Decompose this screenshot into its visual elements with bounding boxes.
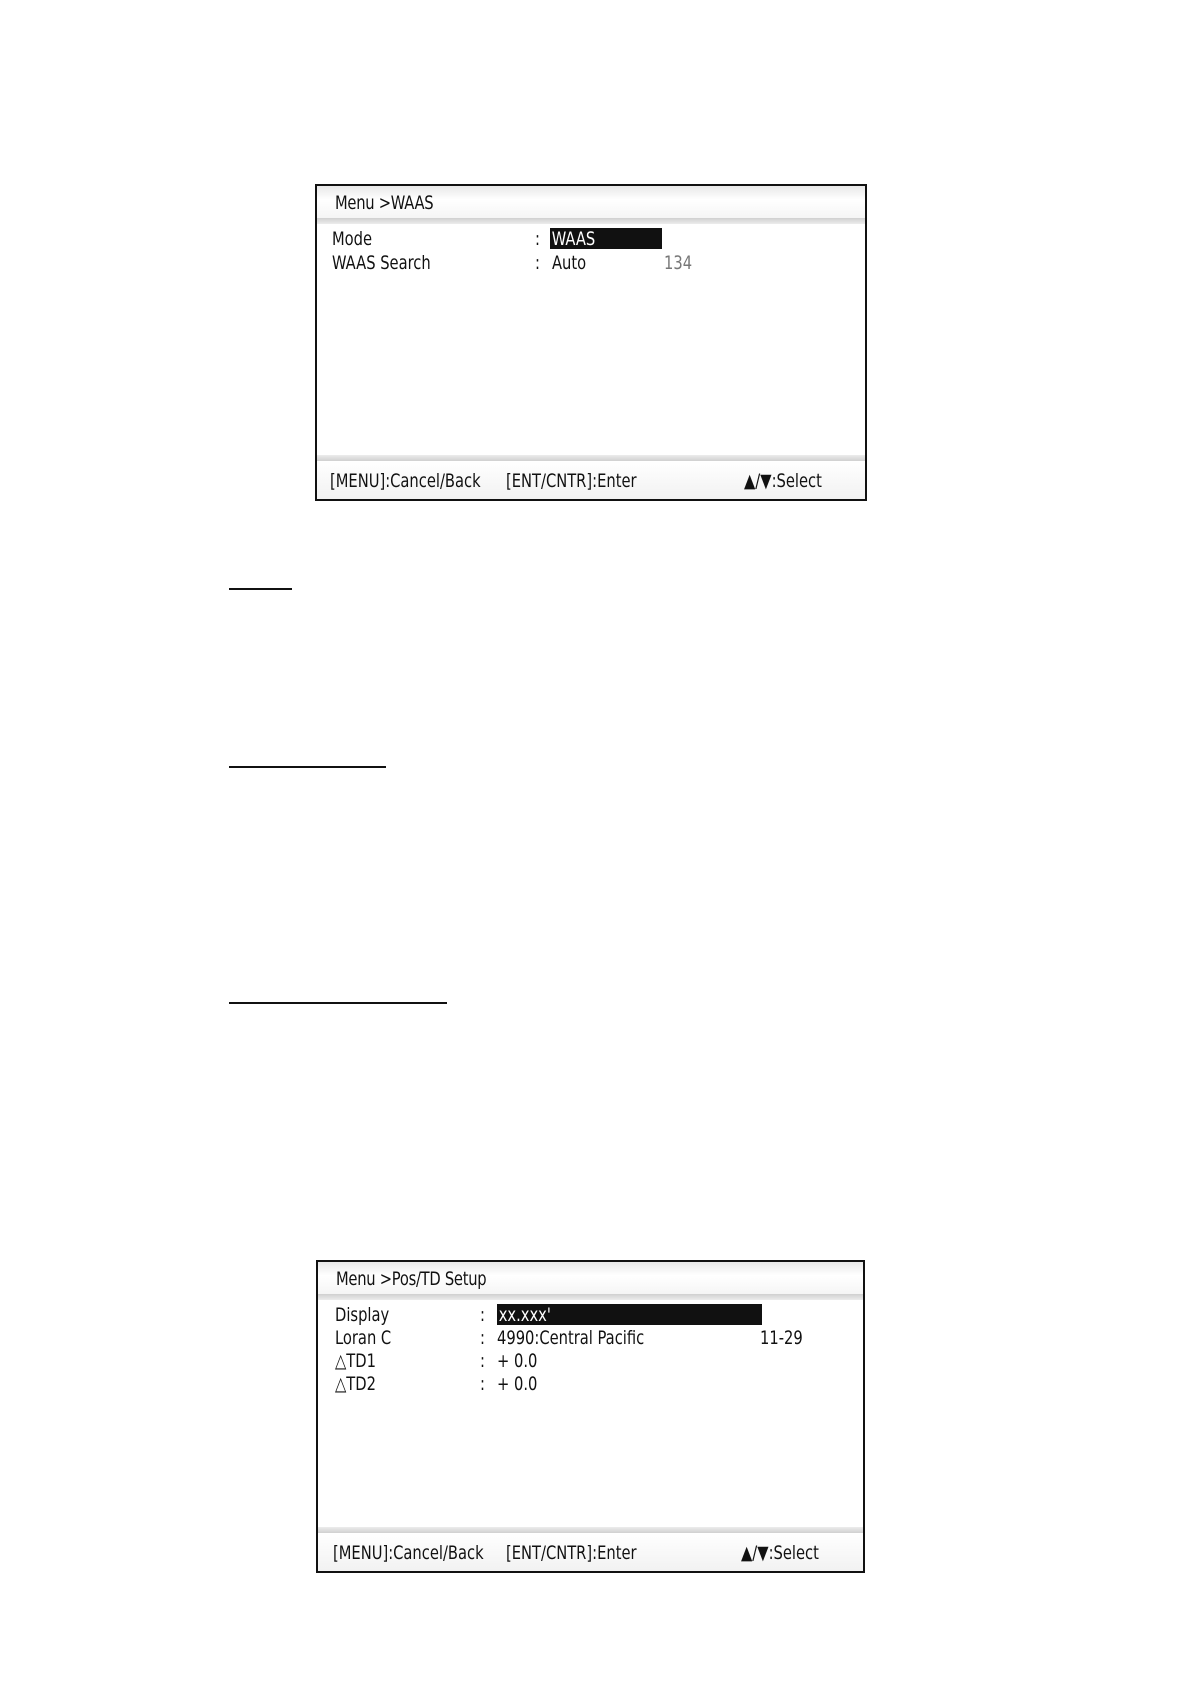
menu-row-loran-c[interactable] [335,1327,855,1349]
waas-search-label: WAAS Search [332,252,431,274]
mode-label: Mode [332,228,373,250]
section-underline-1 [229,588,292,590]
section-underline-2 [229,766,386,768]
section-underline-3 [229,1002,447,1004]
waas-search-colon: : [535,252,540,274]
key-guide-bar [318,1533,863,1571]
loran-c-chain-pair: 11-29 [760,1327,803,1349]
arrow-select-hint: ▲/▼:Select [744,470,822,492]
waas-menu-screen [315,184,867,501]
title-divider [318,1294,863,1300]
menu-title: Menu >WAAS [335,192,434,214]
td1-value: + 0.0 [497,1350,538,1372]
menu-row-mode[interactable] [332,228,852,250]
loran-c-value: 4990:Central Pacific [497,1327,645,1349]
menu-row-td2[interactable] [335,1373,855,1395]
menu-row-td1[interactable] [335,1350,855,1372]
mode-colon: : [535,228,540,250]
display-value-selected[interactable]: xx.xxx' [497,1304,762,1325]
menu-cancel-back-hint: [MENU]:Cancel/Back [333,1542,484,1564]
menu-title: Menu >Pos/TD Setup [336,1268,487,1290]
key-guide-bar [317,461,865,499]
td2-value: + 0.0 [497,1373,538,1395]
menu-row-display[interactable] [335,1304,855,1326]
td2-label: △TD2 [335,1373,376,1395]
pos-td-setup-screen [316,1260,865,1573]
title-divider [317,218,865,224]
waas-search-satellite-number: 134 [664,252,693,274]
mode-value-selected[interactable]: WAAS [550,228,662,249]
td1-colon: : [480,1350,485,1372]
arrow-select-hint: ▲/▼:Select [741,1542,819,1564]
waas-search-value: Auto [552,252,587,274]
td2-colon: : [480,1373,485,1395]
loran-c-colon: : [480,1327,485,1349]
ent-cntr-enter-hint: [ENT/CNTR]:Enter [506,1542,637,1564]
loran-c-label: Loran C [335,1327,392,1349]
td1-label: △TD1 [335,1350,376,1372]
menu-row-waas-search[interactable] [332,252,852,274]
ent-cntr-enter-hint: [ENT/CNTR]:Enter [506,470,637,492]
menu-cancel-back-hint: [MENU]:Cancel/Back [330,470,481,492]
display-label: Display [335,1304,390,1326]
display-colon: : [480,1304,485,1326]
